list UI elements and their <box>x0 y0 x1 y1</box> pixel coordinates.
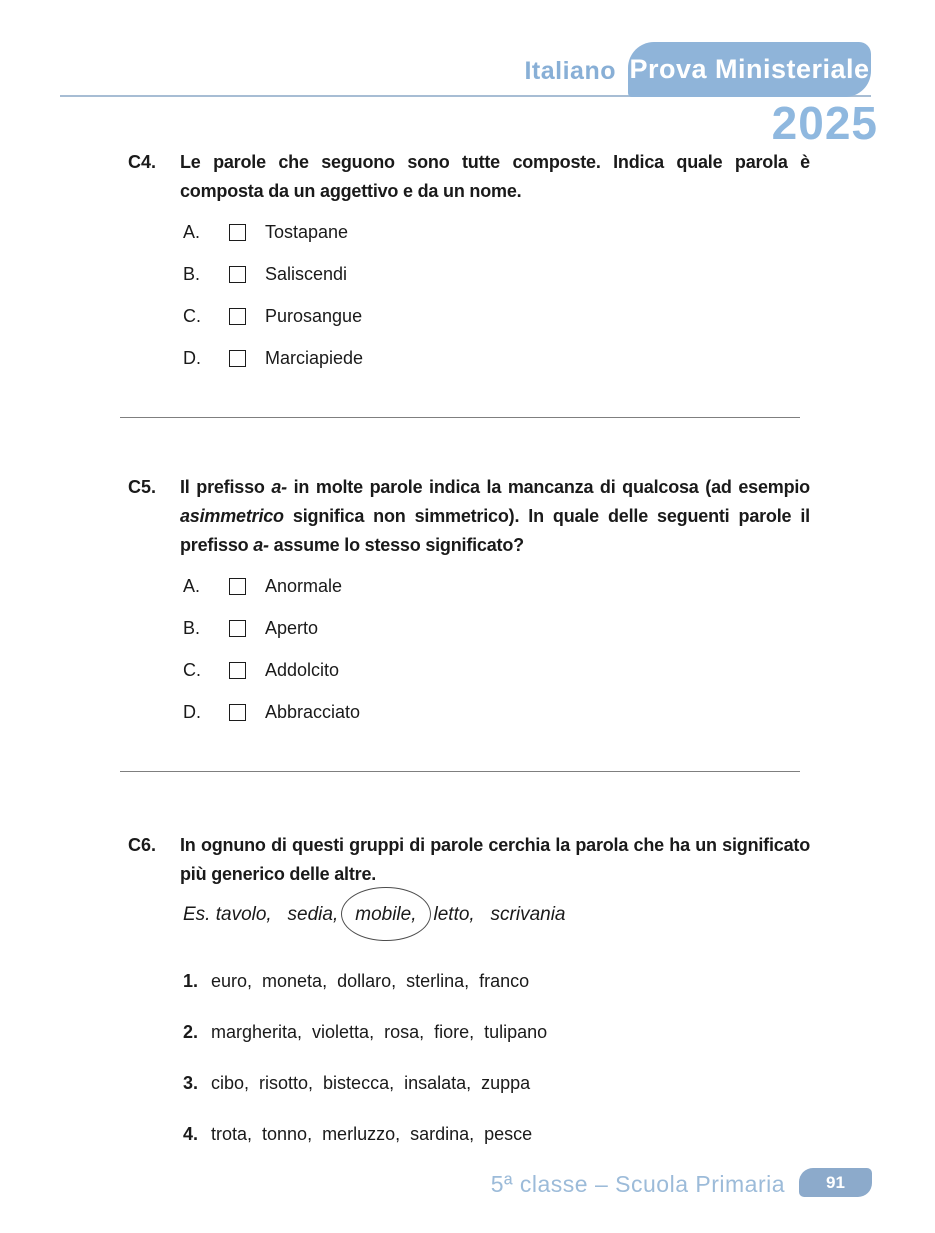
question-text-line <box>180 502 810 531</box>
question-text-line: Le parole che seguono sono tutte composte. Indica quale parola è <box>180 152 810 172</box>
text-run: assume lo stesso significato? <box>268 535 524 555</box>
text-run-italic: a- <box>253 535 269 555</box>
answer-option <box>183 264 810 284</box>
option-letter: A. <box>183 221 201 242</box>
answer-option <box>183 576 810 596</box>
example-prefix: Es. tavolo, sedia, <box>183 904 339 925</box>
item-words[interactable]: trota, tonno, merluzzo, sardina, pesce <box>211 1124 533 1144</box>
word-group-item <box>183 1021 810 1043</box>
option-letter: B. <box>183 617 201 638</box>
answer-option <box>183 222 810 242</box>
page-number-badge <box>799 1168 872 1197</box>
text-run: in molte parole indica la mancanza di qualcosa (ad esempio <box>286 477 810 497</box>
answer-option <box>183 660 810 680</box>
option-label: Saliscendi <box>265 263 348 284</box>
option-label: Aperto <box>265 617 319 638</box>
question-c5 <box>128 473 810 744</box>
options-c5 <box>183 576 810 722</box>
option-label: Abbracciato <box>265 701 361 722</box>
option-letter: B. <box>183 263 201 284</box>
checkbox-unchecked-icon[interactable] <box>229 578 246 595</box>
question-number: C4. <box>128 152 157 172</box>
option-label: Purosangue <box>265 305 363 326</box>
word-group-item <box>183 1123 810 1145</box>
example-suffix: letto, scrivania <box>433 904 566 925</box>
section-divider <box>120 417 800 418</box>
item-number: 4. <box>183 1124 199 1144</box>
text-run: significa non simmetrico). In quale delle seguenti parole il <box>283 506 810 526</box>
question-text-line: In ognuno di questi gruppi di parole cerchia la parola che ha un significato <box>180 835 810 855</box>
word-group-item <box>183 1072 810 1094</box>
section-divider <box>120 771 800 772</box>
footer-class-label: 5ª classe – Scuola Primaria <box>490 1171 785 1197</box>
option-label: Marciapiede <box>265 347 364 368</box>
question-text <box>180 148 810 206</box>
answer-option <box>183 306 810 326</box>
item-number: 1. <box>183 971 199 991</box>
checkbox-unchecked-icon[interactable] <box>229 704 246 721</box>
question-text-line: composta da un aggettivo e da un nome. <box>180 181 522 201</box>
option-label: Anormale <box>265 575 343 596</box>
subject-label: Italiano <box>524 57 616 85</box>
checkbox-unchecked-icon[interactable] <box>229 662 246 679</box>
question-text-line: più generico delle altre. <box>180 864 377 884</box>
checkbox-unchecked-icon[interactable] <box>229 224 246 241</box>
header-badge <box>628 42 871 97</box>
item-words[interactable]: margherita, violetta, rosa, fiore, tulipano <box>211 1022 548 1042</box>
checkbox-unchecked-icon[interactable] <box>229 350 246 367</box>
answer-option <box>183 618 810 638</box>
text-run-italic: asimmetrico <box>180 506 284 526</box>
question-c6 <box>128 831 810 1174</box>
text-run-italic: a- <box>271 477 287 497</box>
question-text <box>180 473 810 560</box>
page-number: 91 <box>826 1172 845 1192</box>
option-letter: D. <box>183 347 201 368</box>
answer-option <box>183 702 810 722</box>
option-letter: C. <box>183 659 201 680</box>
example-line <box>183 903 810 927</box>
text-run: prefisso <box>180 535 254 555</box>
year-label: 2025 <box>771 97 878 149</box>
option-letter: C. <box>183 305 201 326</box>
question-number: C6. <box>128 835 157 855</box>
checkbox-unchecked-icon[interactable] <box>229 620 246 637</box>
word-group-item <box>183 970 810 992</box>
option-label: Addolcito <box>265 659 340 680</box>
options-c4 <box>183 222 810 368</box>
item-number: 2. <box>183 1022 199 1042</box>
item-words[interactable]: cibo, risotto, bistecca, insalata, zuppa <box>211 1073 531 1093</box>
question-text <box>180 831 810 889</box>
checkbox-unchecked-icon[interactable] <box>229 308 246 325</box>
header-badge-label: Prova Ministeriale <box>629 54 870 84</box>
question-text-line <box>180 531 810 560</box>
item-number: 3. <box>183 1073 199 1093</box>
checkbox-unchecked-icon[interactable] <box>229 266 246 283</box>
option-letter: A. <box>183 575 201 596</box>
question-c4 <box>128 148 810 390</box>
circled-word: mobile, <box>355 904 417 925</box>
option-label: Tostapane <box>265 221 349 242</box>
text-run: Il prefisso <box>180 477 272 497</box>
answer-option <box>183 348 810 368</box>
question-text-line <box>180 473 810 502</box>
question-number: C5. <box>128 477 157 497</box>
item-words[interactable]: euro, moneta, dollaro, sterlina, franco <box>211 971 530 991</box>
word-groups <box>183 970 810 1145</box>
option-letter: D. <box>183 701 201 722</box>
